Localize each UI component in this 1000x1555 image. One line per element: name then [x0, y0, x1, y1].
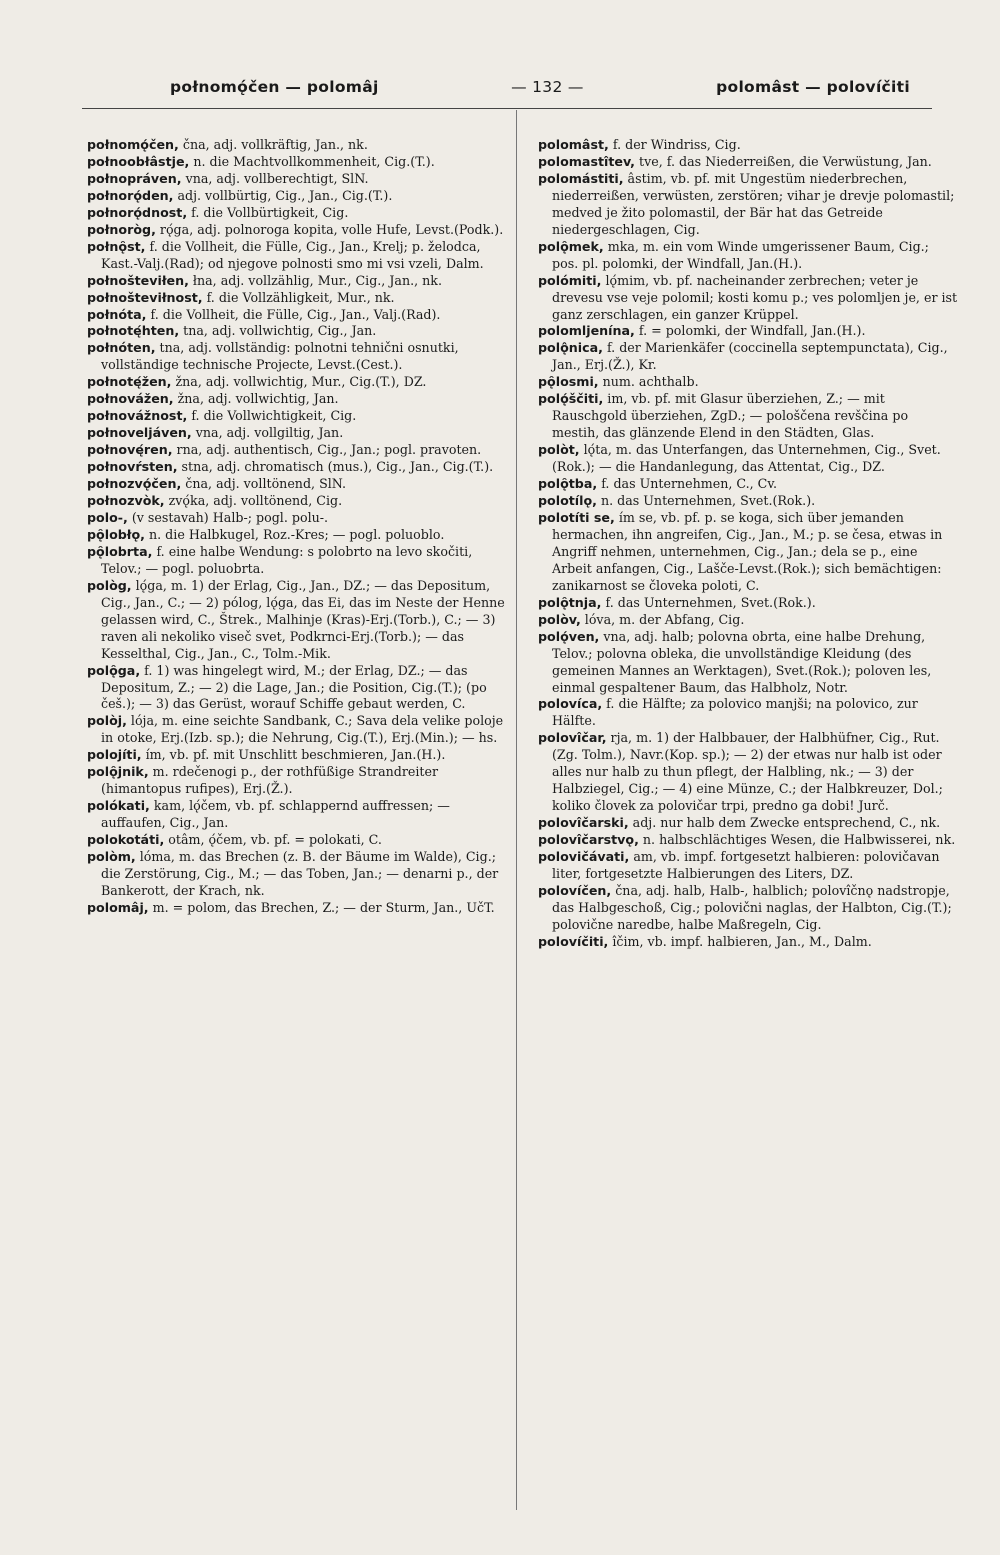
- entry-definition: ím, vb. pf. mit Unschlitt beschmieren, Jan.(H.).: [141, 747, 446, 763]
- entry-definition: n. das Unternehmen, Svet.(Rok.).: [596, 493, 816, 509]
- entry-definition: tna, adj. vollständig: polnotni tehnični osnutki, vollständige technische Projecte, Levst.(Cest.).: [101, 340, 459, 373]
- dictionary-entry: [538, 730, 958, 815]
- entry-definition: žna, adj. vollwichtig, Mur., Cig.(T.), DZ.: [171, 374, 427, 390]
- dictionary-entry: [538, 832, 958, 849]
- entry-definition: stna, adj. chromatisch (mus.), Cig., Jan., Cig.(T.).: [177, 459, 494, 475]
- entry-definition: žna, adj. vollwichtig, Jan.: [173, 391, 339, 407]
- entry-headword: polovíca,: [538, 696, 603, 712]
- dictionary-entry: [87, 171, 507, 188]
- dictionary-entry: [87, 340, 507, 374]
- entry-headword: połnotę́hten,: [87, 323, 180, 339]
- header-right-guide-words: polomâst — polovíčiti: [716, 78, 910, 96]
- entry-headword: polǫ̑tba,: [538, 476, 598, 492]
- entry-headword: polotílǫ,: [538, 493, 597, 509]
- dictionary-entry: [87, 408, 507, 425]
- dictionary-entry: [538, 476, 958, 493]
- entry-definition: čna, adj. halb, Halb-, halblich; polovîčnǫ nadstropje, das Halbgeschoß, Cig.; polovični naglas, der Halbton, Cig.(T.); polovične naredbe, halbe Maßregeln, Cig.: [552, 882, 952, 932]
- entry-definition: f. = polomki, der Windfall, Jan.(H.).: [634, 323, 866, 339]
- entry-definition: âstim, vb. pf. mit Ungestüm niederbrechen, niederreißen, verwüsten, zerstören; vihar je drevje polomastil; medved je žito polomastil, der Bär hat das Getreide niedergeschlagen, Cig.: [552, 170, 955, 237]
- dictionary-entry: [87, 391, 507, 408]
- entry-definition: n. die Halbkugel, Roz.-Kres; — pogl. poluoblo.: [144, 526, 445, 542]
- entry-headword: połnoobłâstje,: [87, 153, 190, 169]
- entry-headword: polomâst,: [538, 137, 609, 152]
- entry-headword: połnošteviłen,: [87, 272, 189, 288]
- entry-definition: f. die Vollheit, die Fülle, Cig., Jan., Valj.(Rad).: [146, 306, 441, 322]
- entry-definition: kam, lǫ́čem, vb. pf. schlappernd auffressen; — auffaufen, Cig., Jan.: [101, 798, 450, 831]
- entry-definition: f. das Unternehmen, C., Cv.: [597, 476, 778, 492]
- entry-headword: polǫ́ščiti,: [538, 391, 604, 407]
- right-column: [538, 137, 958, 1527]
- dictionary-entry: [87, 849, 507, 900]
- entry-definition: f. die Vollbürtigkeit, Cig.: [187, 204, 349, 220]
- entry-definition: f. die Vollwichtigkeit, Cig.: [187, 408, 357, 424]
- entry-definition: adj. vollbürtig, Cig., Jan., Cig.(T.).: [173, 187, 393, 203]
- entry-definition: num. achthalb.: [598, 374, 699, 390]
- entry-definition: f. der Marienkäfer (coccinella septempunctata), Cig., Jan., Erj.(Ž.), Kr.: [552, 340, 948, 373]
- entry-definition: tve, f. das Niederreißen, die Verwüstung, Jan.: [634, 153, 932, 169]
- entry-headword: połnoròg,: [87, 221, 156, 237]
- dictionary-entry: [87, 154, 507, 171]
- dictionary-entry: [538, 323, 958, 340]
- entry-headword: polǫ̑mek,: [538, 238, 604, 254]
- dictionary-entry: [87, 663, 507, 714]
- entry-definition: im, vb. pf. mit Glasur überziehen, Z.; — mit Rauschgold überziehen, ZgD.; — pološčena revščina po mestih, das glänzende Elend in den Städten, Glas.: [552, 391, 909, 441]
- entry-definition: îčim, vb. impf. halbieren, Jan., M., Dalm.: [608, 933, 872, 949]
- dictionary-entry: [87, 273, 507, 290]
- entry-headword: polomastîtev,: [538, 153, 635, 169]
- entry-headword: połnovę́ren,: [87, 442, 173, 458]
- dictionary-entry: [538, 239, 958, 273]
- entry-headword: polómiti,: [538, 272, 602, 288]
- entry-headword: polojíti,: [87, 747, 142, 763]
- entry-headword: połnomǫ́čen,: [87, 137, 179, 152]
- dictionary-entry: [87, 747, 507, 764]
- entry-definition: tna, adj. vollwichtig, Cig., Jan.: [179, 323, 377, 339]
- entry-definition: mka, m. ein vom Winde umgerissener Baum, Cig.; pos. pl. polomki, der Windfall, Jan.(H.).: [552, 238, 929, 271]
- entry-definition: vna, adj. halb; polovna obrta, eine halbe Drehung, Telov.; polovna obleka, die unvollständige Kleidung (des gemeinen Mannes an Werktagen), Svet.(Rok.); poloven les, einmal gespaltener Baum, das Halbholz, Notr.: [552, 628, 932, 695]
- left-column: [87, 137, 507, 1527]
- entry-headword: połnovážen,: [87, 391, 174, 407]
- dictionary-entry: [538, 934, 958, 951]
- entry-headword: polovíčen,: [538, 882, 612, 898]
- dictionary-entry: [538, 137, 958, 154]
- entry-definition: f. eine halbe Wendung: s polobrto na levo skočiti, Telov.; — pogl. poluobrta.: [101, 543, 473, 576]
- entry-headword: polókati,: [87, 798, 150, 814]
- dictionary-entry: [87, 425, 507, 442]
- entry-headword: połnozvòk,: [87, 493, 165, 509]
- entry-headword: pǫ̑losmi,: [538, 374, 599, 390]
- entry-definition: rna, adj. authentisch, Cig., Jan.; pogl. pravoten.: [172, 442, 482, 458]
- entry-headword: polovíčiti,: [538, 933, 609, 949]
- dictionary-entry: [538, 510, 958, 595]
- entry-headword: połnoveljáven,: [87, 425, 192, 441]
- entry-headword: pǫ̑lobrta,: [87, 543, 153, 559]
- entry-headword: połnǫ̑st,: [87, 238, 146, 254]
- entry-headword: polǫ́ven,: [538, 628, 600, 644]
- entry-headword: połnorǫ́den,: [87, 187, 174, 203]
- dictionary-entry: [538, 273, 958, 324]
- dictionary-entry: [87, 798, 507, 832]
- dictionary-entry: [87, 222, 507, 239]
- entry-headword: polovičávati,: [538, 849, 630, 865]
- entry-definition: adj. nur halb dem Zwecke entsprechend, C., nk.: [628, 815, 941, 831]
- entry-headword: połnorǫ́dnost,: [87, 204, 188, 220]
- entry-headword: polovîčar,: [538, 730, 607, 746]
- entry-definition: vna, adj. vollberechtigt, SlN.: [181, 170, 369, 186]
- entry-headword: polòv,: [538, 611, 581, 627]
- entry-definition: f. die Vollheit, die Fülle, Cig., Jan., Krelj; p. želodca, Kast.-Valj.(Rad); od njegove polnosti smo mi vsi vzeli, Dalm.: [101, 238, 484, 271]
- dictionary-entry: [538, 340, 958, 374]
- dictionary-entry: [87, 578, 507, 663]
- entry-headword: połnovŕsten,: [87, 459, 178, 475]
- entry-definition: am, vb. impf. fortgesetzt halbieren: polovičavan liter, fortgesetzte Halbierungen des Liters, DZ.: [552, 849, 940, 881]
- column-divider: [516, 110, 517, 1510]
- entry-definition: ím se, vb. pf. p. se koga, sich über jemanden hermachen, ihn angreifen, Cig., Jan., M.; p. se česa, etwas in Angriff nehmen, unternehmen, Cig., Jan.; dela se p., eine Arbeit anfangen, Cig., Lašče-Levst.(Rok.); sich bemächtigen: zanikarnost se človeka poloti, C.: [552, 509, 943, 593]
- dictionary-entry: [87, 493, 507, 510]
- entry-definition: łna, adj. vollzählig, Mur., Cig., Jan., nk.: [188, 272, 442, 288]
- dictionary-entry: [538, 171, 958, 239]
- dictionary-entry: [87, 713, 507, 747]
- entry-headword: polòt,: [538, 442, 580, 458]
- entry-headword: połnóten,: [87, 340, 156, 356]
- entry-definition: lója, m. eine seichte Sandbank, C.; Sava dela velike poloje in otoke, Erj.(Izb. sp.); die Nehrung, Cig.(T.), Erj.(Min.); — hs.: [101, 713, 504, 746]
- entry-headword: połnošteviłnost,: [87, 289, 203, 305]
- entry-headword: polovîčarstvǫ,: [538, 832, 639, 848]
- entry-definition: rja, m. 1) der Halbbauer, der Halbhüfner, Cig., Rut.(Zg. Tolm.), Navr.(Kop. sp.); — 2) der etwas nur halb ist oder alles nur halb zu thun pflegt, der Halbling, nk.; — 3) der Halbziegel, Cig.; — 4) eine Münze, C.; der Halbkreuzer, Dol.; koliko človek za polovičar trpi, predno ga dobi! Jurč.: [552, 730, 943, 814]
- entry-headword: polotíti se,: [538, 509, 615, 525]
- entry-headword: polǫ̑ga,: [87, 662, 141, 678]
- dictionary-entry: [538, 374, 958, 391]
- entry-definition: f. 1) was hingelegt wird, M.; der Erlag, DZ.; — das Depositum, Z.; — 2) die Lage, Jan.; die Position, Cig.(T.); (po češ.); — 3) das Gerüst, worauf Schiffe gebaut werden, C.: [101, 662, 487, 712]
- entry-definition: vna, adj. vollgiltig, Jan.: [191, 425, 344, 441]
- dictionary-entry: [87, 290, 507, 307]
- entry-definition: f. die Hälfte; za polovico manjši; na polovico, zur Hälfte.: [552, 696, 918, 729]
- dictionary-entry: [538, 493, 958, 510]
- entry-definition: m. = polom, das Brechen, Z.; — der Sturm, Jan., UčT.: [148, 899, 495, 915]
- entry-definition: n. halbschlächtiges Wesen, die Halbwisserei, nk.: [638, 832, 956, 848]
- dictionary-entry: [538, 815, 958, 832]
- entry-headword: połnopráven,: [87, 170, 182, 186]
- dictionary-entry: [538, 391, 958, 442]
- dictionary-entry: [87, 510, 507, 527]
- entry-headword: połnovážnost,: [87, 408, 188, 424]
- entry-definition: otâm, ǫ́čem, vb. pf. = polokati, C.: [164, 832, 382, 848]
- dictionary-entry: [87, 764, 507, 798]
- dictionary-entry: [87, 188, 507, 205]
- dictionary-entry: [538, 442, 958, 476]
- entry-headword: polòm,: [87, 849, 136, 865]
- dictionary-entry: [538, 696, 958, 730]
- dictionary-entry: [87, 527, 507, 544]
- dictionary-entry: [538, 154, 958, 171]
- dictionary-entry: [87, 205, 507, 222]
- dictionary-entry: [538, 629, 958, 697]
- dictionary-entry: [87, 544, 507, 578]
- entry-headword: polòj,: [87, 713, 127, 729]
- dictionary-entry: [538, 612, 958, 629]
- entry-headword: połnóta,: [87, 306, 147, 322]
- entry-definition: n. die Machtvollkommenheit, Cig.(T.).: [189, 153, 435, 169]
- dictionary-entry: [87, 832, 507, 849]
- entry-definition: rǫ́ga, adj. polnoroga kopita, volle Hufe, Levst.(Podk.).: [155, 221, 504, 237]
- dictionary-entry: [87, 442, 507, 459]
- entry-headword: polovîčarski,: [538, 815, 629, 831]
- entry-headword: polǫ̑tnja,: [538, 594, 602, 610]
- entry-headword: polǫ̑jnik,: [87, 764, 149, 780]
- entry-headword: polǫ̂nica,: [538, 340, 603, 356]
- entry-headword: połnotę́žen,: [87, 374, 172, 390]
- dictionary-entry: [87, 476, 507, 493]
- entry-definition: čna, adj. vollkräftig, Jan., nk.: [178, 137, 368, 152]
- entry-headword: pològ,: [87, 577, 132, 593]
- entry-definition: lǫ́ga, m. 1) der Erlag, Cig., Jan., DZ.; — das Depositum, Cig., Jan., C.; — 2) pólog, lǫ́ga, das Ei, das im Neste der Henne gelassen wird, C., Štrek., Malhinje (Kras)-Erj.(Torb.), C.; — 3) raven ali nekoliko viseč svet, Podkrnci-Erj.(Torb.); — das Kesselthal, Cig., Jan., C., Tolm.-Mik.: [101, 577, 505, 661]
- dictionary-entry: [87, 323, 507, 340]
- entry-definition: lóma, m. das Brechen (z. B. der Bäume im Walde), Cig.; die Zerstörung, Cig., M.; — das Toben, Jan.; — denarni p., der Bankerott, der Krach, nk.: [101, 849, 499, 898]
- dictionary-entry: [87, 239, 507, 273]
- header-left-guide-words: połnomǫ́čen — polomâj: [170, 78, 379, 96]
- entry-definition: f. die Vollzähligkeit, Mur., nk.: [202, 289, 395, 305]
- entry-headword: polo-,: [87, 509, 128, 525]
- dictionary-entry: [87, 137, 507, 154]
- entry-definition: zvǫ́ka, adj. volltönend, Cig.: [164, 493, 343, 509]
- dictionary-entry: [538, 883, 958, 934]
- entry-definition: čna, adj. volltönend, SlN.: [181, 476, 347, 492]
- entry-definition: lǫ́mim, vb. pf. nacheinander zerbrechen; veter je drevesu vse veje polomil; kosti komu p.; ves polomljen je, er ist ganz zerschlagen, ein ganzer Krüppel.: [552, 272, 958, 322]
- page-number: — 132 —: [511, 78, 584, 96]
- entry-headword: polomástiti,: [538, 170, 624, 186]
- dictionary-entry: [538, 595, 958, 612]
- entry-headword: pǫ̑lobłǫ,: [87, 526, 145, 542]
- entry-definition: lóva, m. der Abfang, Cig.: [580, 611, 745, 627]
- entry-definition: m. rdečenogi p., der rothfüßige Strandreiter (himantopus rufipes), Erj.(Ž.).: [101, 764, 439, 797]
- running-header: [170, 78, 910, 96]
- entry-definition: f. das Unternehmen, Svet.(Rok.).: [601, 594, 816, 610]
- entry-definition: lǫ́ta, m. das Unterfangen, das Unternehmen, Cig., Svet.(Rok.); — die Handanlegung, das Attentat, Cig., DZ.: [552, 442, 941, 475]
- header-rule: [82, 108, 932, 109]
- dictionary-entry: [87, 374, 507, 391]
- dictionary-entry: [538, 849, 958, 883]
- dictionary-entry: [87, 459, 507, 476]
- dictionary-entry: [87, 307, 507, 324]
- entry-headword: polomâj,: [87, 899, 149, 915]
- entry-definition: f. der Windriss, Cig.: [608, 137, 741, 152]
- entry-headword: polokotáti,: [87, 832, 165, 848]
- dictionary-entry: [87, 900, 507, 917]
- entry-headword: połnozvǫ́čen,: [87, 476, 182, 492]
- entry-headword: polomljenína,: [538, 323, 635, 339]
- entry-definition: (v sestavah) Halb-; pogl. polu-.: [127, 509, 329, 525]
